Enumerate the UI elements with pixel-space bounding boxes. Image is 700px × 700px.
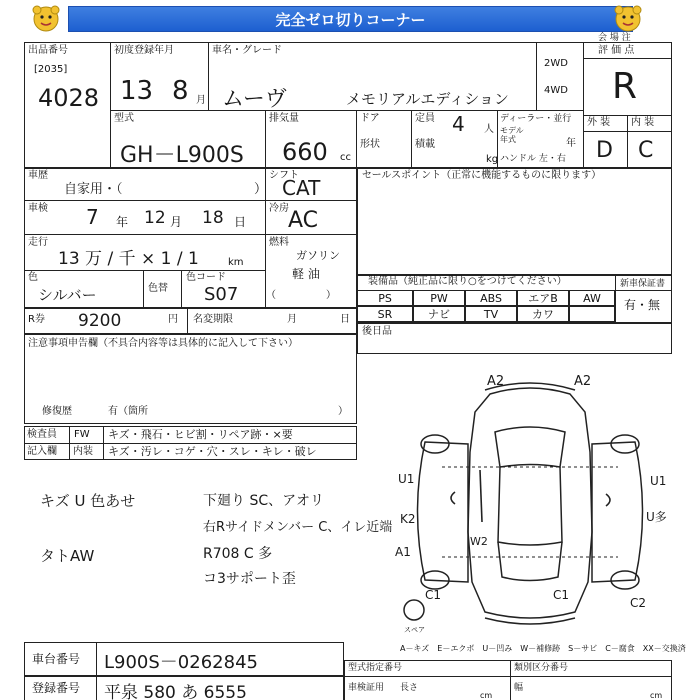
drive-2wd: 2WD bbox=[544, 58, 568, 69]
equipment-item: AW bbox=[569, 290, 615, 306]
lot-label: 出品番号 bbox=[28, 45, 68, 56]
score-ext: D bbox=[596, 138, 613, 163]
first-reg-year: 13 bbox=[120, 76, 154, 106]
car-grade-value: メモリアルエディション bbox=[346, 90, 509, 108]
inspection-day: 18 bbox=[202, 208, 224, 228]
car-name-value: ムーヴ bbox=[222, 87, 287, 112]
color-code: S07 bbox=[204, 284, 239, 305]
remark-left-2: タトAW bbox=[40, 547, 95, 565]
selling-points-label: セールスポイント（正常に機能するものに限ります） bbox=[362, 170, 602, 181]
fuel-paren: （ ） bbox=[266, 290, 336, 301]
inspection-year-unit: 年 bbox=[116, 215, 129, 229]
check-row-1: キズ・飛石・ヒビ割・リペア跡・×要 bbox=[108, 428, 293, 441]
year-unit: 年 bbox=[566, 138, 576, 149]
capacity-unit: 人 bbox=[484, 124, 494, 135]
remark-right-2: 右Rサイドメンバー C、イレ近端 bbox=[203, 520, 393, 535]
bt-r1c2: 類別区分番号 bbox=[514, 663, 569, 673]
score-value: R bbox=[612, 66, 638, 107]
repair-close: ） bbox=[338, 406, 348, 417]
diag-w2: W2 bbox=[470, 535, 488, 548]
equipment-label: 装備品（純正品に限り○をつけてください） bbox=[368, 276, 567, 287]
remark-right-4: コ3サポート歪 bbox=[203, 571, 296, 587]
warranty-label: 新車保証書 bbox=[620, 279, 666, 289]
lot-sub: [2035] bbox=[34, 64, 68, 75]
warranty-value: 有・無 bbox=[624, 298, 661, 312]
mileage-value: 13 万 / 千 × 1 / 1 bbox=[58, 249, 199, 269]
inspection-month-unit: 月 bbox=[170, 215, 183, 229]
first-reg-month-suffix: 月 bbox=[196, 95, 206, 106]
equipment-item bbox=[569, 306, 615, 322]
inspection-month: 12 bbox=[144, 208, 166, 228]
recycle-frame bbox=[24, 308, 357, 334]
plate-value: 平泉 580 あ 6555 bbox=[104, 683, 247, 700]
registration-month-unit: 月 bbox=[287, 314, 297, 325]
handle-label: ハンドル 左・右 bbox=[500, 154, 566, 164]
shift-label: シフト bbox=[269, 170, 299, 181]
load-unit: kg bbox=[486, 154, 499, 165]
inspection-day-unit: 日 bbox=[234, 215, 247, 229]
model-year-label: モデル年式 bbox=[500, 126, 524, 144]
bt-unit-2: cm bbox=[650, 691, 663, 700]
mascot-left-icon bbox=[30, 4, 62, 34]
registration-day-unit: 日 bbox=[340, 314, 350, 325]
diag-u1-right: U1 bbox=[650, 474, 667, 488]
recycle-unit: 円 bbox=[168, 314, 178, 325]
remark-left-1: キズ U 色あせ bbox=[40, 492, 136, 510]
shape-label: 形状 bbox=[360, 139, 380, 150]
equipment-item: ABS bbox=[465, 290, 517, 306]
capacity-value: 4 bbox=[452, 112, 465, 136]
car-name-label: 車名・グレード bbox=[212, 45, 282, 56]
inspector-int: 内装 bbox=[73, 446, 93, 457]
inspector-fw: FW bbox=[74, 429, 90, 440]
diag-u1: U1 bbox=[398, 472, 415, 486]
bt-r2c3: 幅 bbox=[514, 683, 524, 693]
history-value: 自家用・（ bbox=[64, 182, 123, 197]
registration-limit-label: 名変期限 bbox=[193, 314, 233, 325]
diag-a2-right: A2 bbox=[574, 374, 592, 389]
diag-ua-right: U多 bbox=[646, 510, 667, 524]
score-int: C bbox=[638, 138, 654, 163]
color-value: シルバー bbox=[38, 286, 97, 304]
equipment-item: カワ bbox=[517, 306, 569, 322]
inspector-label-1: 検査員 bbox=[27, 429, 57, 440]
displacement-unit: cc bbox=[340, 152, 351, 163]
aircon-value: AC bbox=[288, 208, 319, 233]
capacity-label: 定員 bbox=[415, 113, 435, 124]
history-close: ） bbox=[254, 182, 268, 197]
equipment-item: エアB bbox=[517, 290, 569, 306]
banner-title: 完全ゼロ切りコーナー bbox=[68, 6, 633, 32]
inspection-label: 車検 bbox=[28, 203, 48, 214]
diag-c1-left: C1 bbox=[425, 588, 442, 602]
chassis-value: L900S－0262845 bbox=[104, 652, 258, 673]
equipment-item: SR bbox=[357, 306, 413, 322]
bt-unit-1: cm bbox=[480, 691, 493, 700]
bt-r2c2: 長さ bbox=[400, 683, 419, 693]
drive-4wd: 4WD bbox=[544, 85, 568, 96]
color-change-label: 色替 bbox=[148, 283, 168, 294]
door-label: ドア bbox=[360, 113, 380, 124]
repair-value: 有（箇所 bbox=[108, 406, 148, 417]
score-int-label: 内 装 bbox=[631, 117, 655, 128]
mileage-unit: km bbox=[228, 257, 244, 268]
load-label: 積載 bbox=[415, 139, 435, 150]
notes-label: 注意事項申告欄（不具合内容等は具体的に記入して下さい） bbox=[28, 338, 298, 349]
color-label: 色 bbox=[28, 272, 38, 283]
history-label: 車歴 bbox=[28, 170, 48, 181]
score-label: 評 価 点 bbox=[598, 45, 635, 56]
fuel-label: 燃料 bbox=[269, 237, 289, 248]
inspector-label-2: 記入欄 bbox=[27, 446, 57, 457]
fuel-diesel: 軽 油 bbox=[292, 267, 320, 281]
shift-value: CAT bbox=[282, 176, 321, 200]
diag-c1-right: C1 bbox=[553, 588, 570, 602]
equipment-item: PS bbox=[357, 290, 413, 306]
model-value: GH－L900S bbox=[120, 143, 244, 168]
diag-c2: C2 bbox=[630, 596, 647, 610]
mileage-label: 走行 bbox=[28, 237, 48, 248]
recycle-value: 9200 bbox=[78, 311, 122, 331]
mascot-right-icon bbox=[612, 4, 644, 34]
equipment-item: TV bbox=[465, 306, 517, 322]
diag-spare: スペア bbox=[404, 626, 425, 634]
diag-a2-left: A2 bbox=[487, 374, 505, 389]
check-row-2: キズ・汚レ・コゲ・穴・スレ・キレ・破レ bbox=[108, 445, 317, 458]
chassis-label: 車台番号 bbox=[32, 652, 81, 666]
bt-r1c1: 型式指定番号 bbox=[348, 663, 403, 673]
fuel-gasoline: ガソリン bbox=[296, 249, 340, 262]
later-docs-frame bbox=[357, 323, 672, 354]
dealer-label: ディーラー・並行 bbox=[500, 114, 572, 124]
diag-a1: A1 bbox=[395, 545, 411, 559]
lot-number: 4028 bbox=[38, 84, 100, 112]
first-reg-label: 初度登録年月 bbox=[114, 45, 174, 56]
bt-r2c1: 車検証用 bbox=[348, 683, 385, 693]
first-reg-month: 8 bbox=[172, 76, 189, 106]
repair-label: 修復歴 bbox=[42, 406, 72, 417]
diag-k2: K2 bbox=[400, 512, 416, 526]
equipment-item: ナビ bbox=[413, 306, 465, 322]
recycle-label: R券 bbox=[28, 314, 45, 325]
legend: A－キズ E－エクボ U－凹み W－補修跡 S－サビ C－腐食 XX－交換済 bbox=[400, 644, 686, 653]
model-label: 型式 bbox=[114, 113, 134, 124]
plate-label: 登録番号 bbox=[32, 681, 81, 695]
aircon-label: 冷房 bbox=[269, 203, 289, 214]
displacement-label: 排気量 bbox=[269, 113, 299, 124]
inspection-year: 7 bbox=[86, 205, 99, 229]
corner-text: 会 場 注 bbox=[598, 33, 631, 43]
remark-right-3: R708 C 多 bbox=[203, 546, 273, 562]
selling-points-frame bbox=[357, 168, 672, 275]
equipment-item: PW bbox=[413, 290, 465, 306]
later-docs-label: 後日品 bbox=[362, 326, 392, 337]
color-code-label: 色コード bbox=[186, 272, 226, 283]
remark-right-1: 下廻り SC、アオリ bbox=[203, 493, 324, 509]
displacement-value: 660 bbox=[282, 138, 328, 166]
score-ext-label: 外 装 bbox=[587, 117, 611, 128]
